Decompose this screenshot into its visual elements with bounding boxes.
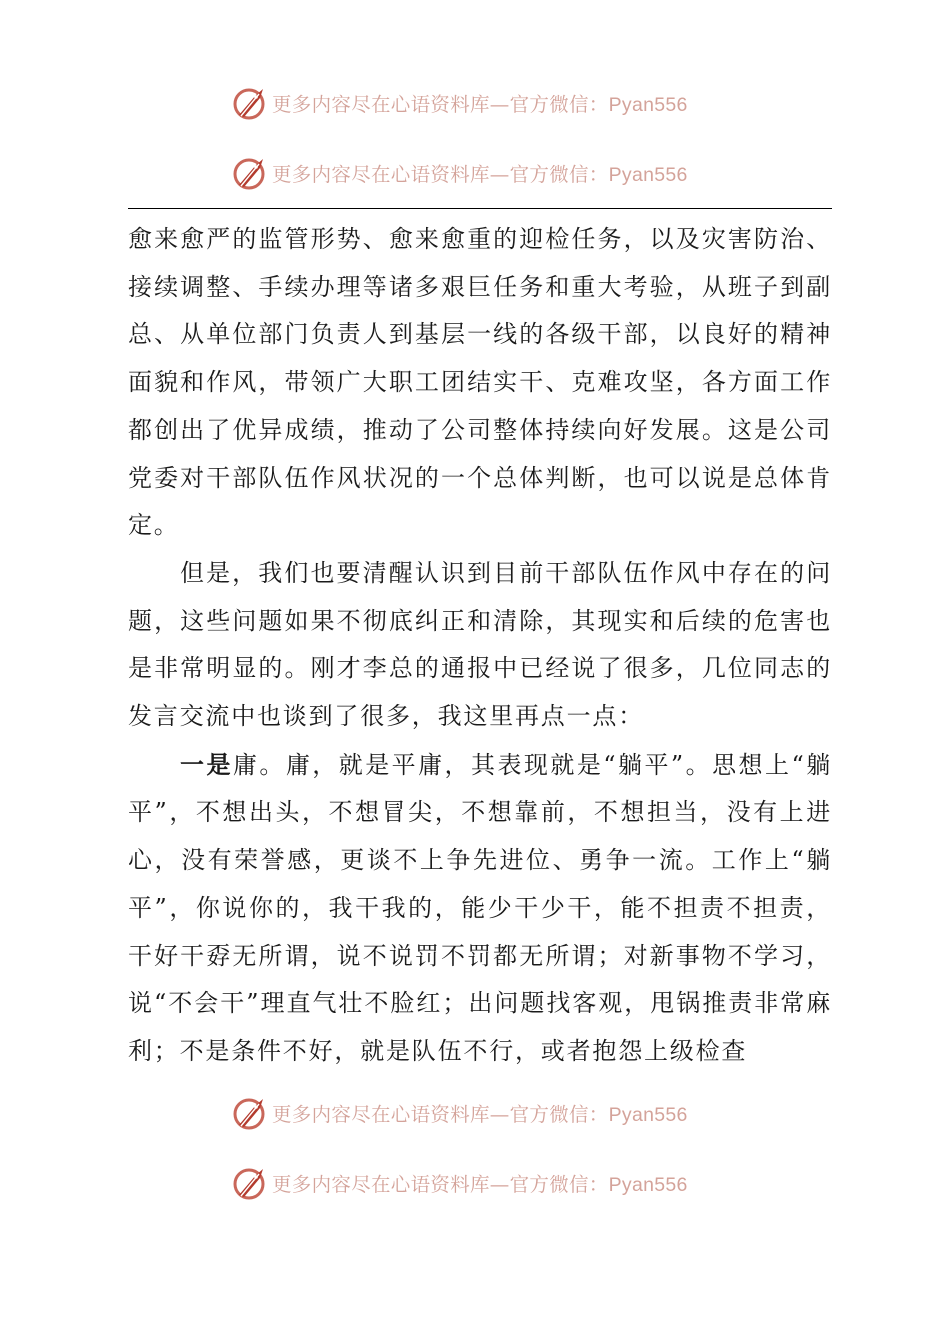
watermark-text: 更多内容尽在心语资料库—官方微信：Pyan556	[272, 1103, 688, 1126]
watermark-text: 更多内容尽在心语资料库—官方微信：Pyan556	[272, 163, 688, 186]
watermark-banner	[232, 1165, 688, 1201]
pen-nib-logo-icon	[232, 155, 268, 191]
pen-nib-logo-icon	[232, 1165, 268, 1201]
document-body	[128, 216, 832, 1076]
header-rule	[128, 208, 832, 209]
paragraph-lead: 一是	[180, 749, 233, 779]
pen-nib-logo-icon	[232, 85, 268, 121]
watermark-banner	[232, 155, 688, 191]
watermark-text: 更多内容尽在心语资料库—官方微信：Pyan556	[272, 93, 688, 116]
paragraph-text: 庸。庸，就是平庸，其表现就是“躺平”。思想上“躺平”，不想出头，不想冒尖，不想靠前，不想担当，没有上进心，没有荣誉感，更谈不上争先进位、勇争一流。工作上“躺平”，你说你的，我干我的，能少干少干，能不担责不担责，干好干孬无所谓，说不说罚不罚都无所谓；对新事物不学习，说“不会干”理直气壮不脸红；出问题找客观，甩锅推责非常麻利；不是条件不好，就是队伍不行，或者抱怨上级检查	[128, 750, 832, 1065]
body-paragraph: 但是，我们也要清醒认识到目前干部队伍作风中存在的问题，这些问题如果不彻底纠正和清除，其现实和后续的危害也是非常明显的。刚才李总的通报中已经说了很多，几位同志的发言交流中也谈到了很多，我这里再点一点：	[128, 558, 832, 731]
pen-nib-logo-icon	[232, 1095, 268, 1131]
body-paragraph	[128, 741, 832, 1076]
watermark-banner	[232, 1095, 688, 1131]
watermark-banner	[232, 85, 688, 121]
watermark-text: 更多内容尽在心语资料库—官方微信：Pyan556	[272, 1173, 688, 1196]
body-paragraph: 愈来愈严的监管形势、愈来愈重的迎检任务，以及灾害防治、接续调整、手续办理等诸多艰巨任务和重大考验，从班子到副总、从单位部门负责人到基层一线的各级干部，以良好的精神面貌和作风，带领广大职工团结实干、克难攻坚，各方面工作都创出了优异成绩，推动了公司整体持续向好发展。这是公司党委对干部队伍作风状况的一个总体判断，也可以说是总体肯定。	[128, 225, 832, 540]
